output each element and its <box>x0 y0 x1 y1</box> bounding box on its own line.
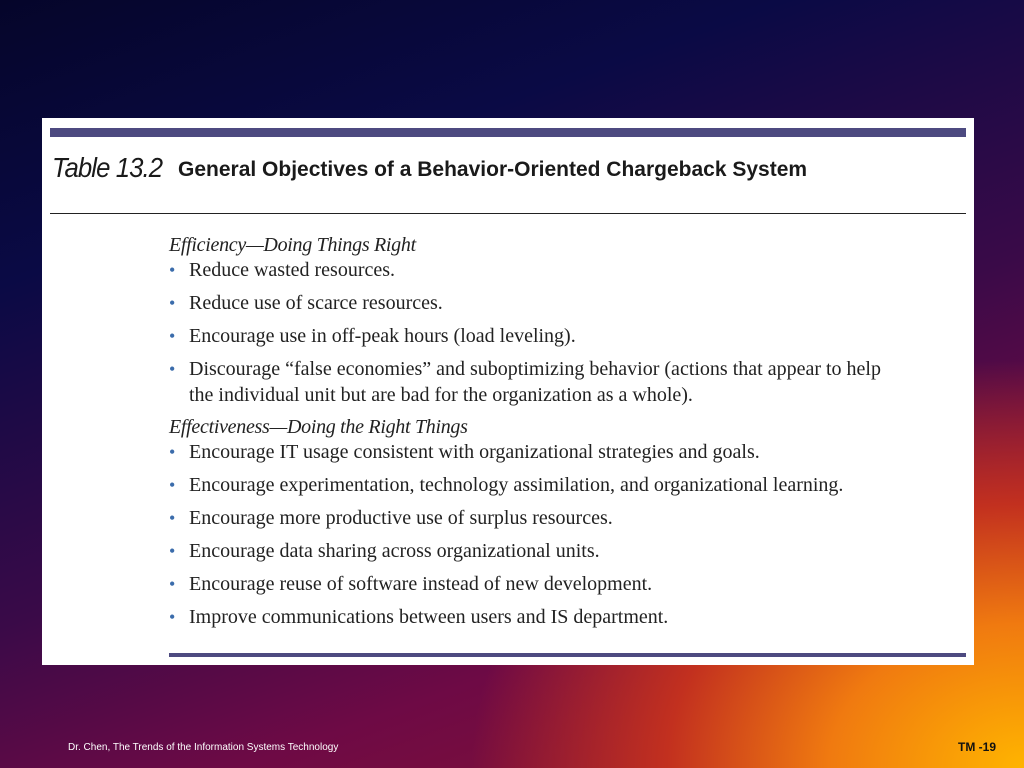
list-item <box>169 472 959 498</box>
slide-number: TM -19 <box>957 740 996 754</box>
item-text: Encourage experimentation, technology assimilation, and organizational learning. <box>189 474 844 496</box>
bullet-icon: • <box>169 260 176 280</box>
list-item <box>169 257 959 283</box>
table-title-row <box>52 152 808 184</box>
bullet-icon: • <box>169 574 176 594</box>
bullet-icon: • <box>169 541 176 561</box>
objective-list <box>169 439 959 630</box>
item-text: Reduce use of scarce resources. <box>189 292 443 314</box>
item-text: Encourage more productive use of surplus resources. <box>189 507 613 529</box>
bullet-icon: • <box>169 607 176 627</box>
bullet-icon: • <box>169 293 176 313</box>
list-item <box>169 505 959 531</box>
section-heading: Efficiency—Doing Things Right <box>169 234 416 256</box>
list-item <box>169 439 959 465</box>
bullet-icon: • <box>169 359 176 379</box>
item-text: Encourage reuse of software instead of new development. <box>189 573 653 595</box>
list-item <box>169 290 959 316</box>
table-content <box>169 233 959 637</box>
title-rule <box>50 213 966 214</box>
section-effectiveness <box>169 415 959 630</box>
bullet-icon: • <box>169 442 176 462</box>
table-title: General Objectives of a Behavior-Oriented Chargeback System <box>178 158 808 181</box>
list-item <box>169 323 959 349</box>
list-item <box>169 356 909 408</box>
section-efficiency <box>169 233 959 408</box>
bullet-icon: • <box>169 508 176 528</box>
top-accent-bar <box>50 128 966 137</box>
table-panel <box>42 118 974 665</box>
bullet-icon: • <box>169 326 176 346</box>
list-item <box>169 571 959 597</box>
item-text: Encourage IT usage consistent with organizational strategies and goals. <box>189 441 760 463</box>
objective-list <box>169 257 959 408</box>
item-text: Reduce wasted resources. <box>189 259 396 281</box>
footer-credit: Dr. Chen, The Trends of the Information Systems Technology <box>68 742 339 753</box>
list-item <box>169 538 959 564</box>
item-text: Discourage “false economies” and suboptimizing behavior (actions that appear to help the individual unit but are bad for the organization as a whole). <box>189 358 881 406</box>
item-text: Improve communications between users and IS department. <box>189 606 669 628</box>
section-heading: Effectiveness—Doing the Right Things <box>169 416 468 438</box>
bottom-accent-bar <box>169 653 966 657</box>
bullet-icon: • <box>169 475 176 495</box>
list-item <box>169 604 959 630</box>
item-text: Encourage data sharing across organizational units. <box>189 540 600 562</box>
table-number: Table 13.2 <box>52 152 163 183</box>
item-text: Encourage use in off-peak hours (load leveling). <box>189 325 576 347</box>
